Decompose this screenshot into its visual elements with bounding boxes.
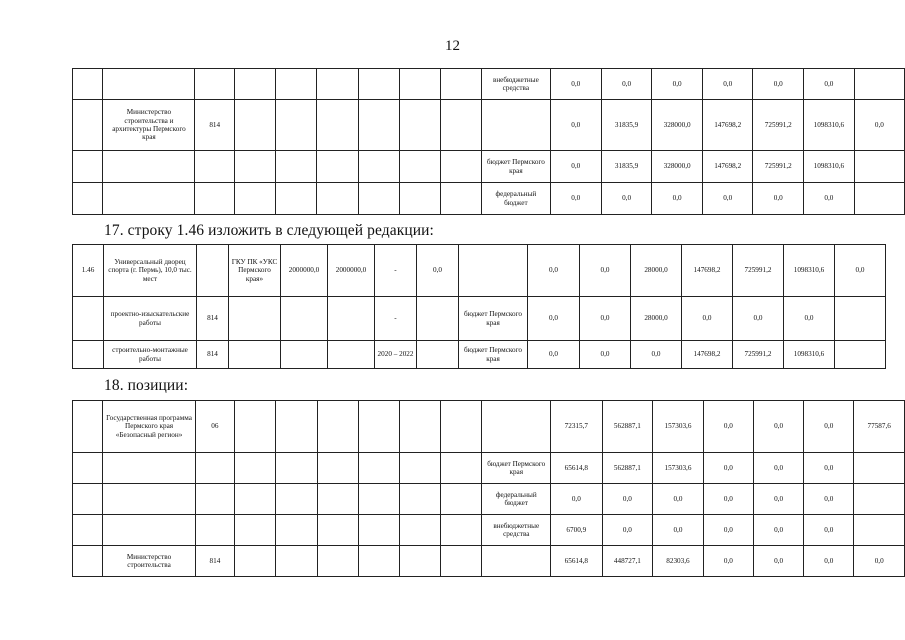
cell xyxy=(441,515,482,546)
grbs-cell xyxy=(195,183,234,215)
cell xyxy=(440,69,481,100)
value-cell: 0,0 xyxy=(753,183,804,215)
cell xyxy=(235,453,276,484)
value-cell: 0,0 xyxy=(753,546,803,577)
value-cell: 0,0 xyxy=(854,100,904,151)
cell xyxy=(276,401,317,453)
value-cell: 0,0 xyxy=(835,245,886,297)
cell xyxy=(235,484,276,515)
value-cell: 0,0 xyxy=(703,453,753,484)
value-cell: 147698,2 xyxy=(682,245,733,297)
name-cell: Государственная программа Пермского края «Безопасный регион» xyxy=(103,401,195,453)
cell xyxy=(358,484,399,515)
cell xyxy=(234,183,275,215)
value-cell: 725991,2 xyxy=(753,100,804,151)
value-cell: 28000,0 xyxy=(631,297,682,341)
section-heading-17: 17. строку 1.46 изложить в следующей редакции: xyxy=(104,222,434,239)
value-cell: 0,0 xyxy=(753,401,803,453)
value-cell: 147698,2 xyxy=(682,341,733,369)
cell xyxy=(276,151,317,183)
value-cell: 0,0 xyxy=(580,245,631,297)
cell xyxy=(441,484,482,515)
value-cell: 77587,6 xyxy=(854,401,905,453)
funding-source: федеральный бюджет xyxy=(482,484,551,515)
funding-source xyxy=(482,100,551,151)
value-cell: 0,0 xyxy=(733,297,784,341)
row-number: 1.46 xyxy=(73,245,104,297)
name-cell: проектно-изыскательские работы xyxy=(104,297,197,341)
cell xyxy=(441,546,482,577)
name-cell xyxy=(103,183,195,215)
funding-source xyxy=(482,546,551,577)
cell xyxy=(276,546,317,577)
cell xyxy=(276,100,317,151)
value-cell: 0,0 xyxy=(702,183,753,215)
cell xyxy=(317,546,358,577)
cell xyxy=(400,484,441,515)
value-cell: 0,0 xyxy=(550,69,601,100)
value-cell: 0,0 xyxy=(753,515,803,546)
value-cell xyxy=(835,297,886,341)
cost-cell xyxy=(328,297,375,341)
funding-source: бюджет Пермского края xyxy=(482,453,551,484)
value-cell: 725991,2 xyxy=(733,341,784,369)
period-cell: - xyxy=(375,297,417,341)
value-cell: 0,0 xyxy=(631,341,682,369)
value-cell: 65614,8 xyxy=(551,546,603,577)
value-cell: 0,0 xyxy=(854,546,905,577)
table-row xyxy=(73,484,905,515)
grbs-cell: 814 xyxy=(197,297,229,341)
section-heading-18: 18. позиции: xyxy=(104,377,189,394)
value-cell: 0,0 xyxy=(784,297,835,341)
value-cell: 562887,1 xyxy=(602,453,653,484)
value-cell: 0,0 xyxy=(804,183,855,215)
value-cell: 0,0 xyxy=(653,484,704,515)
cell xyxy=(234,69,275,100)
value-cell: 65614,8 xyxy=(551,453,603,484)
value-cell: 1098310,6 xyxy=(784,245,835,297)
value-cell: 0,0 xyxy=(653,515,704,546)
value-cell: 0,0 xyxy=(528,245,580,297)
cell xyxy=(317,183,358,215)
value-cell: 725991,2 xyxy=(733,245,784,297)
value-cell: 1098310,6 xyxy=(804,151,855,183)
cell xyxy=(440,183,481,215)
value-cell: 147698,2 xyxy=(702,100,753,151)
cost-cell: 2000000,0 xyxy=(328,245,375,297)
value-cell: 0,0 xyxy=(753,484,803,515)
cell xyxy=(399,69,440,100)
value-cell: 0,0 xyxy=(550,183,601,215)
funding-source: бюджет Пермского края xyxy=(459,341,528,369)
cell xyxy=(317,484,358,515)
table-row xyxy=(73,183,905,215)
name-cell: Универсальный дворец спорта (г. Пермь), 10,0 тыс. мест xyxy=(104,245,197,297)
cost-cell xyxy=(281,297,328,341)
customer-cell: ГКУ ПК «УКС Пермского края» xyxy=(229,245,281,297)
grbs-cell xyxy=(195,151,234,183)
value-cell: 0,0 xyxy=(550,151,601,183)
cell xyxy=(358,546,399,577)
cell xyxy=(358,453,399,484)
value-cell: 328000,0 xyxy=(652,100,703,151)
name-cell xyxy=(103,484,195,515)
name-cell xyxy=(103,515,195,546)
value-cell: 0,0 xyxy=(804,401,854,453)
value-cell: 0,0 xyxy=(682,297,733,341)
cell xyxy=(417,297,459,341)
table-row xyxy=(73,546,905,577)
grbs-cell xyxy=(195,515,234,546)
value-cell xyxy=(835,341,886,369)
value-cell xyxy=(854,69,904,100)
value-cell: 0,0 xyxy=(528,341,580,369)
table-row xyxy=(73,100,905,151)
value-cell: 82303,6 xyxy=(653,546,704,577)
value-cell: 0,0 xyxy=(652,69,703,100)
value-cell: 31835,9 xyxy=(601,100,652,151)
cell xyxy=(358,151,399,183)
funding-source: бюджет Пермского края xyxy=(459,297,528,341)
table-row xyxy=(73,69,905,100)
value-cell xyxy=(854,151,904,183)
value-cell: 28000,0 xyxy=(631,245,682,297)
value-cell: 0,0 xyxy=(652,183,703,215)
name-cell xyxy=(103,151,195,183)
name-cell xyxy=(103,69,195,100)
cell xyxy=(441,453,482,484)
cell xyxy=(276,515,317,546)
positions-table xyxy=(72,400,905,577)
row-number xyxy=(73,100,103,151)
value-cell: 0,0 xyxy=(601,69,652,100)
grbs-cell: 814 xyxy=(195,546,234,577)
period-cell: - xyxy=(375,245,417,297)
value-cell xyxy=(854,515,905,546)
value-cell: 0,0 xyxy=(703,546,753,577)
table-row xyxy=(73,245,886,297)
cell xyxy=(400,546,441,577)
grbs-cell xyxy=(195,69,234,100)
cell xyxy=(358,515,399,546)
value-cell: 0,0 xyxy=(703,515,753,546)
cell xyxy=(317,515,358,546)
cell xyxy=(276,484,317,515)
value-cell: 147698,2 xyxy=(702,151,753,183)
cell: 0,0 xyxy=(417,245,459,297)
value-cell xyxy=(854,453,905,484)
grbs-cell: 814 xyxy=(197,341,229,369)
funding-source: внебюджетные средства xyxy=(482,515,551,546)
continuation-table xyxy=(72,68,905,215)
grbs-cell xyxy=(195,484,234,515)
value-cell: 72315,7 xyxy=(551,401,603,453)
funding-source: внебюджетные средства xyxy=(482,69,551,100)
row-number xyxy=(73,484,103,515)
cell xyxy=(235,515,276,546)
value-cell: 157303,6 xyxy=(653,401,704,453)
cell xyxy=(417,341,459,369)
name-cell: Министерство строительства xyxy=(103,546,195,577)
cell xyxy=(440,151,481,183)
cost-cell: 2000000,0 xyxy=(281,245,328,297)
row-number xyxy=(73,546,103,577)
value-cell: 0,0 xyxy=(804,515,854,546)
value-cell: 0,0 xyxy=(702,69,753,100)
cell xyxy=(317,453,358,484)
row-number xyxy=(73,151,103,183)
value-cell: 0,0 xyxy=(804,453,854,484)
cell xyxy=(234,100,275,151)
value-cell: 0,0 xyxy=(551,484,603,515)
period-cell: 2020 – 2022 xyxy=(375,341,417,369)
cell xyxy=(234,151,275,183)
value-cell: 1098310,6 xyxy=(804,100,855,151)
funding-source xyxy=(482,401,551,453)
table-row xyxy=(73,297,886,341)
value-cell xyxy=(854,484,905,515)
row-number xyxy=(73,401,103,453)
name-cell xyxy=(103,453,195,484)
cell xyxy=(358,100,399,151)
cost-cell xyxy=(328,341,375,369)
value-cell: 0,0 xyxy=(804,484,854,515)
value-cell: 0,0 xyxy=(703,401,753,453)
grbs-cell: 06 xyxy=(195,401,234,453)
page-number: 12 xyxy=(445,38,460,54)
customer-cell xyxy=(229,297,281,341)
cell xyxy=(399,100,440,151)
table-row xyxy=(73,515,905,546)
value-cell: 0,0 xyxy=(703,484,753,515)
value-cell: 0,0 xyxy=(580,341,631,369)
value-cell: 725991,2 xyxy=(753,151,804,183)
funding-source xyxy=(459,245,528,297)
cell xyxy=(276,183,317,215)
cell xyxy=(358,69,399,100)
table-row xyxy=(73,401,905,453)
value-cell xyxy=(854,183,904,215)
value-cell: 328000,0 xyxy=(652,151,703,183)
value-cell: 0,0 xyxy=(602,515,653,546)
value-cell: 0,0 xyxy=(601,183,652,215)
value-cell: 0,0 xyxy=(602,484,653,515)
grbs-cell xyxy=(197,245,229,297)
value-cell: 0,0 xyxy=(580,297,631,341)
value-cell: 157303,6 xyxy=(653,453,704,484)
value-cell: 1098310,6 xyxy=(784,341,835,369)
cell xyxy=(399,151,440,183)
cell xyxy=(317,100,358,151)
table-row xyxy=(73,453,905,484)
value-cell: 0,0 xyxy=(550,100,601,151)
cell xyxy=(317,69,358,100)
cell xyxy=(235,401,276,453)
cell xyxy=(235,546,276,577)
funding-source: бюджет Пермского края xyxy=(482,151,551,183)
cell xyxy=(276,453,317,484)
cell xyxy=(358,401,399,453)
value-cell: 562887,1 xyxy=(602,401,653,453)
cell xyxy=(358,183,399,215)
row-146-table xyxy=(72,244,886,369)
cell xyxy=(276,69,317,100)
funding-source: федеральный бюджет xyxy=(482,183,551,215)
table-row xyxy=(73,151,905,183)
row-number xyxy=(73,69,103,100)
grbs-cell: 814 xyxy=(195,100,234,151)
value-cell: 448727,1 xyxy=(602,546,653,577)
value-cell: 6700,9 xyxy=(551,515,603,546)
row-number xyxy=(73,297,104,341)
name-cell: Министерство строительства и архитектуры Пермского края xyxy=(103,100,195,151)
row-number xyxy=(73,453,103,484)
customer-cell xyxy=(229,341,281,369)
name-cell: строительно-монтажные работы xyxy=(104,341,197,369)
cell xyxy=(400,401,441,453)
cell xyxy=(399,183,440,215)
row-number xyxy=(73,515,103,546)
row-number xyxy=(73,183,103,215)
cell xyxy=(440,100,481,151)
value-cell: 0,0 xyxy=(804,69,855,100)
value-cell: 0,0 xyxy=(804,546,854,577)
cell xyxy=(317,401,358,453)
value-cell: 0,0 xyxy=(753,69,804,100)
cost-cell xyxy=(281,341,328,369)
table-row xyxy=(73,341,886,369)
value-cell: 0,0 xyxy=(753,453,803,484)
cell xyxy=(400,515,441,546)
grbs-cell xyxy=(195,453,234,484)
cell xyxy=(441,401,482,453)
cell xyxy=(317,151,358,183)
value-cell: 0,0 xyxy=(528,297,580,341)
cell xyxy=(400,453,441,484)
value-cell: 31835,9 xyxy=(601,151,652,183)
row-number xyxy=(73,341,104,369)
